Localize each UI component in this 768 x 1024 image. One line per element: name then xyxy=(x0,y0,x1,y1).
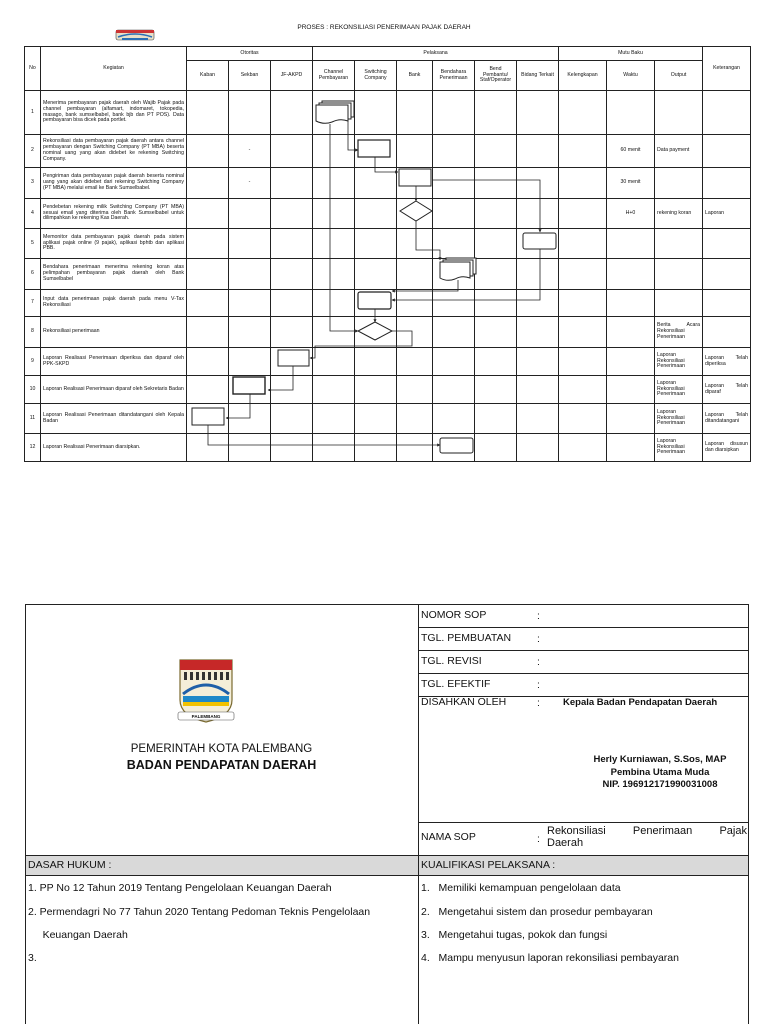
cell-bank xyxy=(397,199,433,229)
cell-keterangan xyxy=(703,229,751,259)
row-kegiatan: Laporan Realisasi Penerimaan diperiksa dan diparaf oleh PPK-SKPD xyxy=(41,348,187,376)
cell-bend-pembantu xyxy=(475,229,517,259)
cell-bendahara xyxy=(433,434,475,462)
dasar-hukum-label: DASAR HUKUM : xyxy=(28,859,112,871)
row-no: 2 xyxy=(25,135,41,168)
cell-output xyxy=(655,290,703,317)
nama-sop-value: Rekonsiliasi Penerimaan Pajak Daerah xyxy=(547,825,747,849)
cell-channel xyxy=(313,135,355,168)
cell-output: Berita Acara Rekonsiliasi Penerimaan xyxy=(655,317,703,348)
cell-waktu xyxy=(607,376,655,404)
cell-kaban xyxy=(187,168,229,199)
cell-switching xyxy=(355,168,397,199)
cell-jf-akpd xyxy=(271,199,313,229)
tgl-revisi-label: TGL. REVISI xyxy=(421,655,482,667)
dasar-hukum-item: 2. Permendagri No 77 Tahun 2020 Tentang Pedoman Teknis Pengelolaan xyxy=(28,906,371,918)
cell-bidang-terkait xyxy=(517,317,559,348)
cell-bendahara xyxy=(433,91,475,135)
cell-kelengkapan xyxy=(559,135,607,168)
dasar-hukum-item: Keuangan Daerah xyxy=(28,929,128,941)
row-kegiatan: Rekonsiliasi data pembayaran pajak daerah antara channel pembayaran dengan Switching Company (PT MBA) beserta nominal uang yang akan didebet ke rekening Switching Company. xyxy=(41,135,187,168)
cell-bidang-terkait xyxy=(517,290,559,317)
cell-sekban xyxy=(229,199,271,229)
cell-output xyxy=(655,229,703,259)
header-waktu: Waktu xyxy=(607,61,655,91)
cell-output xyxy=(655,259,703,290)
cell-sekban xyxy=(229,404,271,434)
cell-switching xyxy=(355,91,397,135)
table-row xyxy=(25,348,751,376)
cell-bend-pembantu xyxy=(475,434,517,462)
cell-keterangan xyxy=(703,135,751,168)
cell-kaban xyxy=(187,91,229,135)
pejabat-nip: NIP. 196912171990031008 xyxy=(602,779,718,790)
cell-bendahara xyxy=(433,317,475,348)
rule xyxy=(418,650,749,651)
cell-bidang-terkait xyxy=(517,229,559,259)
row-kegiatan: Bendahara penerimaan menerima rekening koran atas pelimpahan pembayaran pajak daerah oleh Bank Sumselbabel xyxy=(41,259,187,290)
cell-jf-akpd xyxy=(271,404,313,434)
cell-bendahara xyxy=(433,199,475,229)
cell-bend-pembantu xyxy=(475,199,517,229)
cell-channel xyxy=(313,290,355,317)
cell-sekban xyxy=(229,91,271,135)
row-no: 11 xyxy=(25,404,41,434)
cell-kaban xyxy=(187,199,229,229)
cell-output: Data payment xyxy=(655,135,703,168)
cell-bendahara xyxy=(433,168,475,199)
cell-switching xyxy=(355,404,397,434)
cell-bend-pembantu xyxy=(475,290,517,317)
cell-waktu xyxy=(607,259,655,290)
logo-caption: PALEMBANG xyxy=(191,714,221,719)
table-row xyxy=(25,259,751,290)
header-no: No xyxy=(25,47,41,91)
cell-waktu: 60 menit xyxy=(607,135,655,168)
cell-bidang-terkait xyxy=(517,259,559,290)
cell-bend-pembantu xyxy=(475,404,517,434)
cell-bank xyxy=(397,317,433,348)
cell-jf-akpd xyxy=(271,434,313,462)
cell-channel xyxy=(313,229,355,259)
cell-keterangan xyxy=(703,290,751,317)
cell-jf-akpd xyxy=(271,317,313,348)
row-no: 6 xyxy=(25,259,41,290)
cell-bank xyxy=(397,404,433,434)
table-row xyxy=(25,135,751,168)
cell-switching xyxy=(355,229,397,259)
cell-output: Laporan Rekonsiliasi Penerimaan xyxy=(655,404,703,434)
header-bendahara: Bendahara Penerimaan xyxy=(433,61,475,91)
kualifikasi-item: 2. Mengetahui sistem dan prosedur pembayaran xyxy=(421,906,653,918)
cell-waktu xyxy=(607,91,655,135)
row-kegiatan: Laporan Realisasi Penerimaan diarsipkan. xyxy=(41,434,187,462)
cell-switching xyxy=(355,317,397,348)
cell-waktu xyxy=(607,404,655,434)
colon: : xyxy=(537,833,540,845)
header-jf-akpd: JF-AKPD xyxy=(271,61,313,91)
header-channel: Channel Pembayaran xyxy=(313,61,355,91)
nomor-sop-label: NOMOR SOP xyxy=(421,609,487,621)
tgl-pembuatan-label: TGL. PEMBUATAN xyxy=(421,632,512,644)
header-mutu-baku: Mutu Baku xyxy=(559,47,703,61)
header-kaban: Kaban xyxy=(187,61,229,91)
header-kegiatan: Kegiatan xyxy=(41,47,187,91)
cell-bend-pembantu xyxy=(475,317,517,348)
cell-keterangan: Laporan Telah diparaf xyxy=(703,376,751,404)
colon: : xyxy=(537,697,540,709)
cell-bank xyxy=(397,168,433,199)
row-kegiatan: Rekonsiliasi penerimaan xyxy=(41,317,187,348)
row-no: 4 xyxy=(25,199,41,229)
cell-kaban xyxy=(187,404,229,434)
cell-kaban xyxy=(187,434,229,462)
cell-bidang-terkait xyxy=(517,376,559,404)
cell-bank xyxy=(397,91,433,135)
cell-jf-akpd xyxy=(271,259,313,290)
cell-output: Laporan Rekonsiliasi Penerimaan xyxy=(655,376,703,404)
row-no: 7 xyxy=(25,290,41,317)
cell-sekban xyxy=(229,317,271,348)
cell-kaban xyxy=(187,376,229,404)
cell-bend-pembantu xyxy=(475,376,517,404)
cell-sekban xyxy=(229,259,271,290)
cell-keterangan: Laporan Telah ditandatangani xyxy=(703,404,751,434)
row-no: 12 xyxy=(25,434,41,462)
row-no: 5 xyxy=(25,229,41,259)
cell-kelengkapan xyxy=(559,168,607,199)
cell-keterangan: Laporan disusun dan diarsipkan xyxy=(703,434,751,462)
cell-output xyxy=(655,91,703,135)
cell-channel xyxy=(313,348,355,376)
row-kegiatan: Menerima pembayaran pajak daerah oleh Wajib Pajak pada channel pembayaran (alfamart, indomaret, tokopedia, masago, bank sumselbabel, bank bjb dan PT POS). Data pembayaran bisa dicek pada portlet. xyxy=(41,91,187,135)
row-kegiatan: Pendebetan rekening milik Switching Company (PT MBA) sesuai email yang diterima oleh Bank Sumselbabel untuk dilimpahkan ke rekening Kas Daerah. xyxy=(41,199,187,229)
cell-kelengkapan xyxy=(559,434,607,462)
header-bidang-terkait: Bidang Terkait xyxy=(517,61,559,91)
dasar-hukum-header xyxy=(26,855,418,876)
cell-switching xyxy=(355,259,397,290)
cell-waktu xyxy=(607,348,655,376)
cell-bidang-terkait xyxy=(517,135,559,168)
org-name-1: PEMERINTAH KOTA PALEMBANG xyxy=(130,743,313,755)
header-kelengkapan: Kelengkapan xyxy=(559,61,607,91)
cell-kelengkapan xyxy=(559,259,607,290)
cell-jf-akpd xyxy=(271,348,313,376)
cell-channel xyxy=(313,404,355,434)
cell-waktu: 30 menit xyxy=(607,168,655,199)
cell-bank xyxy=(397,376,433,404)
table-row xyxy=(25,229,751,259)
row-kegiatan: Memonitor data pembayaran pajak daerah pada sistem aplikasi pajak online (9 pajak), aplikasi bphtb dan aplikasi PBB. xyxy=(41,229,187,259)
cell-bend-pembantu xyxy=(475,168,517,199)
cell-bank xyxy=(397,290,433,317)
cell-kaban xyxy=(187,348,229,376)
cell-bidang-terkait xyxy=(517,434,559,462)
cell-kelengkapan xyxy=(559,199,607,229)
cell-bendahara xyxy=(433,135,475,168)
cell-kelengkapan xyxy=(559,404,607,434)
cell-kelengkapan xyxy=(559,290,607,317)
cell-bendahara xyxy=(433,376,475,404)
cell-channel xyxy=(313,168,355,199)
row-kegiatan: Laporan Realisasi Penerimaan diparaf oleh Sekretaris Badan xyxy=(41,376,187,404)
colon: : xyxy=(537,656,540,668)
cell-output xyxy=(655,168,703,199)
flowchart-table xyxy=(24,46,751,462)
cell-kaban xyxy=(187,317,229,348)
cell-bank xyxy=(397,348,433,376)
row-kegiatan: Laporan Realisasi Penerimaan ditandatangani oleh Kepala Badan xyxy=(41,404,187,434)
row-kegiatan: Input data penerimaan pajak daerah pada menu V-Tax Rekonsiliasi xyxy=(41,290,187,317)
cell-bidang-terkait xyxy=(517,348,559,376)
cell-switching xyxy=(355,135,397,168)
cell-channel xyxy=(313,434,355,462)
header-bank: Bank xyxy=(397,61,433,91)
cell-bidang-terkait xyxy=(517,199,559,229)
disahkan-jabatan: Kepala Badan Pendapatan Daerah xyxy=(563,697,718,708)
process-title: PROSES : REKONSILIASI PENERIMAAN PAJAK DAERAH xyxy=(297,24,471,31)
palembang-logo-small xyxy=(114,27,156,43)
table-row xyxy=(25,376,751,404)
cell-channel xyxy=(313,199,355,229)
cell-keterangan xyxy=(703,317,751,348)
cell-bendahara xyxy=(433,348,475,376)
cell-jf-akpd xyxy=(271,168,313,199)
cell-kelengkapan xyxy=(559,91,607,135)
rule xyxy=(418,627,749,628)
row-no: 1 xyxy=(25,91,41,135)
cell-kelengkapan xyxy=(559,317,607,348)
cell-switching xyxy=(355,199,397,229)
kualifikasi-label: KUALIFIKASI PELAKSANA : xyxy=(421,859,556,871)
table-row xyxy=(25,317,751,348)
table-row xyxy=(25,199,751,229)
cell-bend-pembantu xyxy=(475,91,517,135)
cell-keterangan xyxy=(703,91,751,135)
cell-jf-akpd xyxy=(271,229,313,259)
cell-jf-akpd xyxy=(271,91,313,135)
table-row xyxy=(25,404,751,434)
cell-switching xyxy=(355,290,397,317)
header-bend-pembantu: Bend Pembantu/ Staf/Operator xyxy=(475,61,517,91)
cell-waktu: H+0 xyxy=(607,199,655,229)
cell-bidang-terkait xyxy=(517,168,559,199)
cell-bank xyxy=(397,259,433,290)
cell-waktu xyxy=(607,317,655,348)
colon: : xyxy=(537,610,540,622)
cell-jf-akpd xyxy=(271,376,313,404)
rule xyxy=(418,673,749,674)
cell-bend-pembantu xyxy=(475,348,517,376)
cell-keterangan xyxy=(703,259,751,290)
dasar-hukum-item: 1. PP No 12 Tahun 2019 Tentang Pengelolaan Keuangan Daerah xyxy=(28,882,332,894)
pejabat-nama: Herly Kurniawan, S.Sos, MAP xyxy=(593,754,727,765)
cell-kaban xyxy=(187,290,229,317)
row-kegiatan: Pengiriman data pembayaran pajak daerah beserta nominal uang yang akan didebet dari rekening Switching Company (PT MBA) melalui email ke Bank Sumselbabel. xyxy=(41,168,187,199)
org-name-2: BADAN PENDAPATAN DAERAH xyxy=(126,758,317,772)
rule xyxy=(418,822,749,823)
cell-sekban xyxy=(229,290,271,317)
table-row xyxy=(25,434,751,462)
cell-kaban xyxy=(187,135,229,168)
cell-switching xyxy=(355,376,397,404)
cell-sekban: - xyxy=(229,168,271,199)
cell-kaban xyxy=(187,259,229,290)
cell-sekban xyxy=(229,229,271,259)
cell-switching xyxy=(355,434,397,462)
cell-sekban: - xyxy=(229,135,271,168)
cell-jf-akpd xyxy=(271,290,313,317)
colon: : xyxy=(537,679,540,691)
cell-bank xyxy=(397,135,433,168)
dasar-hukum-item: 3. xyxy=(28,952,37,964)
kualifikasi-header xyxy=(419,855,748,876)
cell-sekban xyxy=(229,348,271,376)
cell-channel xyxy=(313,259,355,290)
cell-kelengkapan xyxy=(559,229,607,259)
cell-bank xyxy=(397,229,433,259)
kualifikasi-item: 4. Mampu menyusun laporan rekonsiliasi pembayaran xyxy=(421,952,679,964)
header-output: Output xyxy=(655,61,703,91)
cell-output: Laporan Rekonsiliasi Penerimaan xyxy=(655,434,703,462)
nama-sop-label: NAMA SOP xyxy=(421,831,476,843)
table-row xyxy=(25,91,751,135)
header-sekban: Sekban xyxy=(229,61,271,91)
cell-bendahara xyxy=(433,404,475,434)
cell-keterangan: Laporan Telah diperiksa xyxy=(703,348,751,376)
cell-kelengkapan xyxy=(559,348,607,376)
row-no: 8 xyxy=(25,317,41,348)
cell-channel xyxy=(313,317,355,348)
cell-sekban xyxy=(229,376,271,404)
cell-waktu xyxy=(607,434,655,462)
tgl-efektif-label: TGL. EFEKTIF xyxy=(421,678,491,690)
cell-output: rekening koran xyxy=(655,199,703,229)
cell-bendahara xyxy=(433,290,475,317)
cell-channel xyxy=(313,376,355,404)
cell-sekban xyxy=(229,434,271,462)
colon: : xyxy=(537,633,540,645)
cell-output: Laporan Rekonsiliasi Penerimaan xyxy=(655,348,703,376)
row-no: 9 xyxy=(25,348,41,376)
kualifikasi-item: 1. Memiliki kemampuan pengelolaan data xyxy=(421,882,621,894)
cell-bidang-terkait xyxy=(517,404,559,434)
cell-switching xyxy=(355,348,397,376)
sop-divider xyxy=(418,604,419,1024)
cell-bend-pembantu xyxy=(475,259,517,290)
cell-waktu xyxy=(607,229,655,259)
cell-bidang-terkait xyxy=(517,91,559,135)
cell-bank xyxy=(397,434,433,462)
cell-waktu xyxy=(607,290,655,317)
cell-bendahara xyxy=(433,229,475,259)
header-keterangan: Keterangan xyxy=(703,47,751,91)
row-no: 3 xyxy=(25,168,41,199)
cell-bendahara xyxy=(433,259,475,290)
cell-jf-akpd xyxy=(271,135,313,168)
cell-keterangan xyxy=(703,168,751,199)
table-row xyxy=(25,168,751,199)
kualifikasi-item: 3. Mengetahui tugas, pokok dan fungsi xyxy=(421,929,608,941)
disahkan-label: DISAHKAN OLEH xyxy=(421,696,507,708)
header-otoritas: Otoritas xyxy=(187,47,313,61)
cell-kelengkapan xyxy=(559,376,607,404)
row-no: 10 xyxy=(25,376,41,404)
header-switching: Switching Company xyxy=(355,61,397,91)
pejabat-pangkat: Pembina Utama Muda xyxy=(610,767,710,778)
header-pelaksana: Pelaksana xyxy=(313,47,559,61)
cell-kaban xyxy=(187,229,229,259)
cell-keterangan: Laporan xyxy=(703,199,751,229)
table-row xyxy=(25,290,751,317)
cell-bend-pembantu xyxy=(475,135,517,168)
cell-channel xyxy=(313,91,355,135)
